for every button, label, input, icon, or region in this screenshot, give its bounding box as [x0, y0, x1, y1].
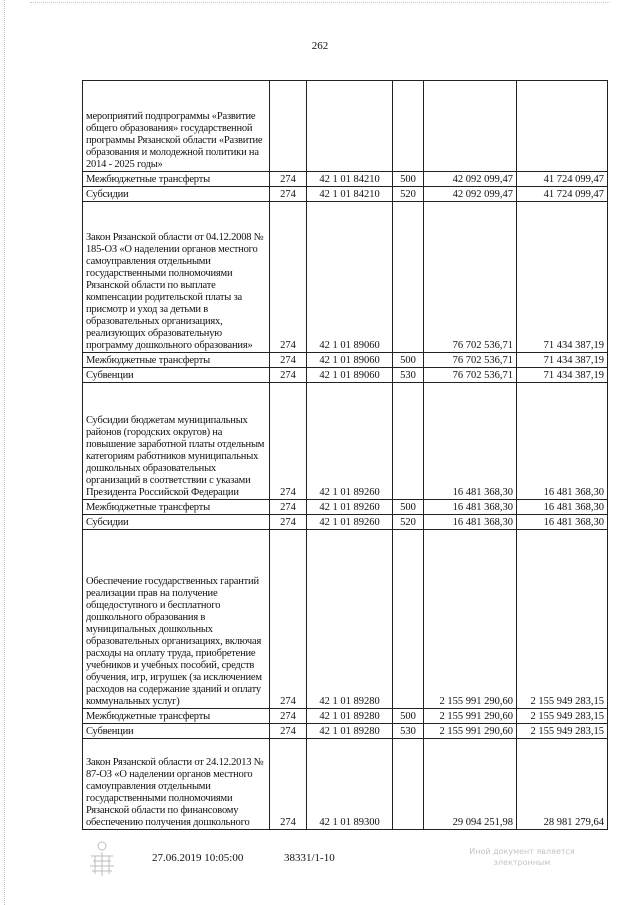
row-amount-1: 2 155 991 290,60	[424, 530, 517, 709]
row-amount-1: 2 155 991 290,60	[424, 709, 517, 724]
scan-header-noise	[30, 2, 610, 9]
row-ministry-code: 274	[270, 368, 307, 383]
table-row	[83, 709, 608, 724]
table-row	[83, 81, 608, 172]
row-amount-1	[424, 81, 517, 172]
row-amount-2: 16 481 368,30	[517, 515, 608, 530]
row-amount-1: 42 092 099,47	[424, 187, 517, 202]
row-ministry-code: 274	[270, 515, 307, 530]
qr-stamp-icon	[85, 838, 119, 878]
row-amount-1: 2 155 991 290,60	[424, 724, 517, 739]
row-target-article	[307, 81, 393, 172]
row-expense-type: 500	[393, 500, 424, 515]
row-expense-type	[393, 202, 424, 353]
row-expense-type	[393, 383, 424, 500]
row-target-article: 42 1 01 89280	[307, 724, 393, 739]
row-amount-1: 16 481 368,30	[424, 515, 517, 530]
footer-date: 27.06.2019 10:05:00	[152, 852, 244, 864]
row-amount-2: 71 434 387,19	[517, 202, 608, 353]
row-target-article: 42 1 01 84210	[307, 187, 393, 202]
row-target-article: 42 1 01 89060	[307, 202, 393, 353]
row-ministry-code: 274	[270, 739, 307, 830]
row-target-article: 42 1 01 89260	[307, 500, 393, 515]
row-ministry-code: 274	[270, 530, 307, 709]
row-name: Межбюджетные трансферты	[83, 500, 270, 515]
footer-doc-number: 38331/1-10	[284, 852, 335, 864]
row-target-article: 42 1 01 89060	[307, 368, 393, 383]
row-name: Закон Рязанской области от 24.12.2013 № 87-ОЗ «О наделении органов местного самоуправления отдельными государственными полномочиями Рязанской области по финансовому обеспечению получения дошкольного	[83, 739, 270, 830]
row-target-article: 42 1 01 89280	[307, 530, 393, 709]
table-row	[83, 368, 608, 383]
row-target-article: 42 1 01 89260	[307, 383, 393, 500]
row-name: Субвенции	[83, 368, 270, 383]
row-amount-2	[517, 81, 608, 172]
table-row	[83, 500, 608, 515]
row-ministry-code: 274	[270, 187, 307, 202]
row-name: Обеспечение государственных гарантий реализации прав на получение общедоступного и бесплатного дошкольного образования в муниципальных дошкольных образовательных организациях, включая расходы на оплату труда, приобретение учебников и учебных пособий, средств обучения, игр, игрушек (за исключением расходов на содержание зданий и оплату коммунальных услуг)	[83, 530, 270, 709]
table-row	[83, 353, 608, 368]
row-amount-2: 71 434 387,19	[517, 353, 608, 368]
row-ministry-code: 274	[270, 383, 307, 500]
row-target-article: 42 1 01 89280	[307, 709, 393, 724]
row-name: Субсидии	[83, 515, 270, 530]
row-ministry-code	[270, 81, 307, 172]
row-amount-1: 29 094 251,98	[424, 739, 517, 830]
row-target-article: 42 1 01 84210	[307, 172, 393, 187]
row-amount-1: 16 481 368,30	[424, 383, 517, 500]
row-expense-type	[393, 739, 424, 830]
row-amount-2: 16 481 368,30	[517, 383, 608, 500]
table-row	[83, 724, 608, 739]
row-name: Межбюджетные трансферты	[83, 709, 270, 724]
row-ministry-code: 274	[270, 172, 307, 187]
row-amount-2: 28 981 279,64	[517, 739, 608, 830]
row-amount-1: 16 481 368,30	[424, 500, 517, 515]
row-ministry-code: 274	[270, 709, 307, 724]
row-name: Межбюджетные трансферты	[83, 353, 270, 368]
row-amount-1: 76 702 536,71	[424, 353, 517, 368]
row-target-article: 42 1 01 89060	[307, 353, 393, 368]
row-expense-type	[393, 530, 424, 709]
row-expense-type: 520	[393, 515, 424, 530]
row-target-article: 42 1 01 89260	[307, 515, 393, 530]
row-amount-2: 41 724 099,47	[517, 172, 608, 187]
row-amount-2: 71 434 387,19	[517, 368, 608, 383]
row-expense-type: 530	[393, 368, 424, 383]
row-ministry-code: 274	[270, 202, 307, 353]
row-amount-1: 42 092 099,47	[424, 172, 517, 187]
row-name: Межбюджетные трансферты	[83, 172, 270, 187]
row-name: Закон Рязанской области от 04.12.2008 № 185-ОЗ «О наделении органов местного самоуправления отдельными государственными полномочиями Рязанской области по выплате компенсации родительской платы за присмотр и уход за детьми в образовательных организациях, реализующих образовательную программу дошкольного образования»	[83, 202, 270, 353]
row-name: мероприятий подпрограммы «Развитие общего образования» государственной программы Рязанской области «Развитие образования и молодежной политики на 2014 - 2025 годы»	[83, 81, 270, 172]
table-row	[83, 739, 608, 830]
table-row	[83, 383, 608, 500]
row-amount-1: 76 702 536,71	[424, 368, 517, 383]
table-row	[83, 202, 608, 353]
page-number: 262	[311, 40, 329, 52]
row-amount-2: 2 155 949 283,15	[517, 530, 608, 709]
table-row	[83, 187, 608, 202]
budget-table	[82, 80, 608, 830]
row-expense-type	[393, 81, 424, 172]
row-amount-2: 2 155 949 283,15	[517, 709, 608, 724]
row-expense-type: 500	[393, 172, 424, 187]
electronic-stamp-text: Иной документ является электронным	[469, 847, 575, 867]
row-expense-type: 530	[393, 724, 424, 739]
row-ministry-code: 274	[270, 724, 307, 739]
row-name: Субсидии	[83, 187, 270, 202]
row-expense-type: 500	[393, 709, 424, 724]
row-target-article: 42 1 01 89300	[307, 739, 393, 830]
row-amount-1: 76 702 536,71	[424, 202, 517, 353]
row-expense-type: 520	[393, 187, 424, 202]
table-row	[83, 172, 608, 187]
row-ministry-code: 274	[270, 500, 307, 515]
row-amount-2: 2 155 949 283,15	[517, 724, 608, 739]
row-name: Субсидии бюджетам муниципальных районов (городских округов) на повышение заработной платы отдельным категориям работников муниципальных дошкольных образовательных организаций в соответствии с указами Президента Российской Федерации	[83, 383, 270, 500]
row-name: Субвенции	[83, 724, 270, 739]
table-row	[83, 515, 608, 530]
row-amount-2: 41 724 099,47	[517, 187, 608, 202]
table-row	[83, 530, 608, 709]
row-expense-type: 500	[393, 353, 424, 368]
row-ministry-code: 274	[270, 353, 307, 368]
scan-edge-mark	[4, 0, 6, 905]
row-amount-2: 16 481 368,30	[517, 500, 608, 515]
